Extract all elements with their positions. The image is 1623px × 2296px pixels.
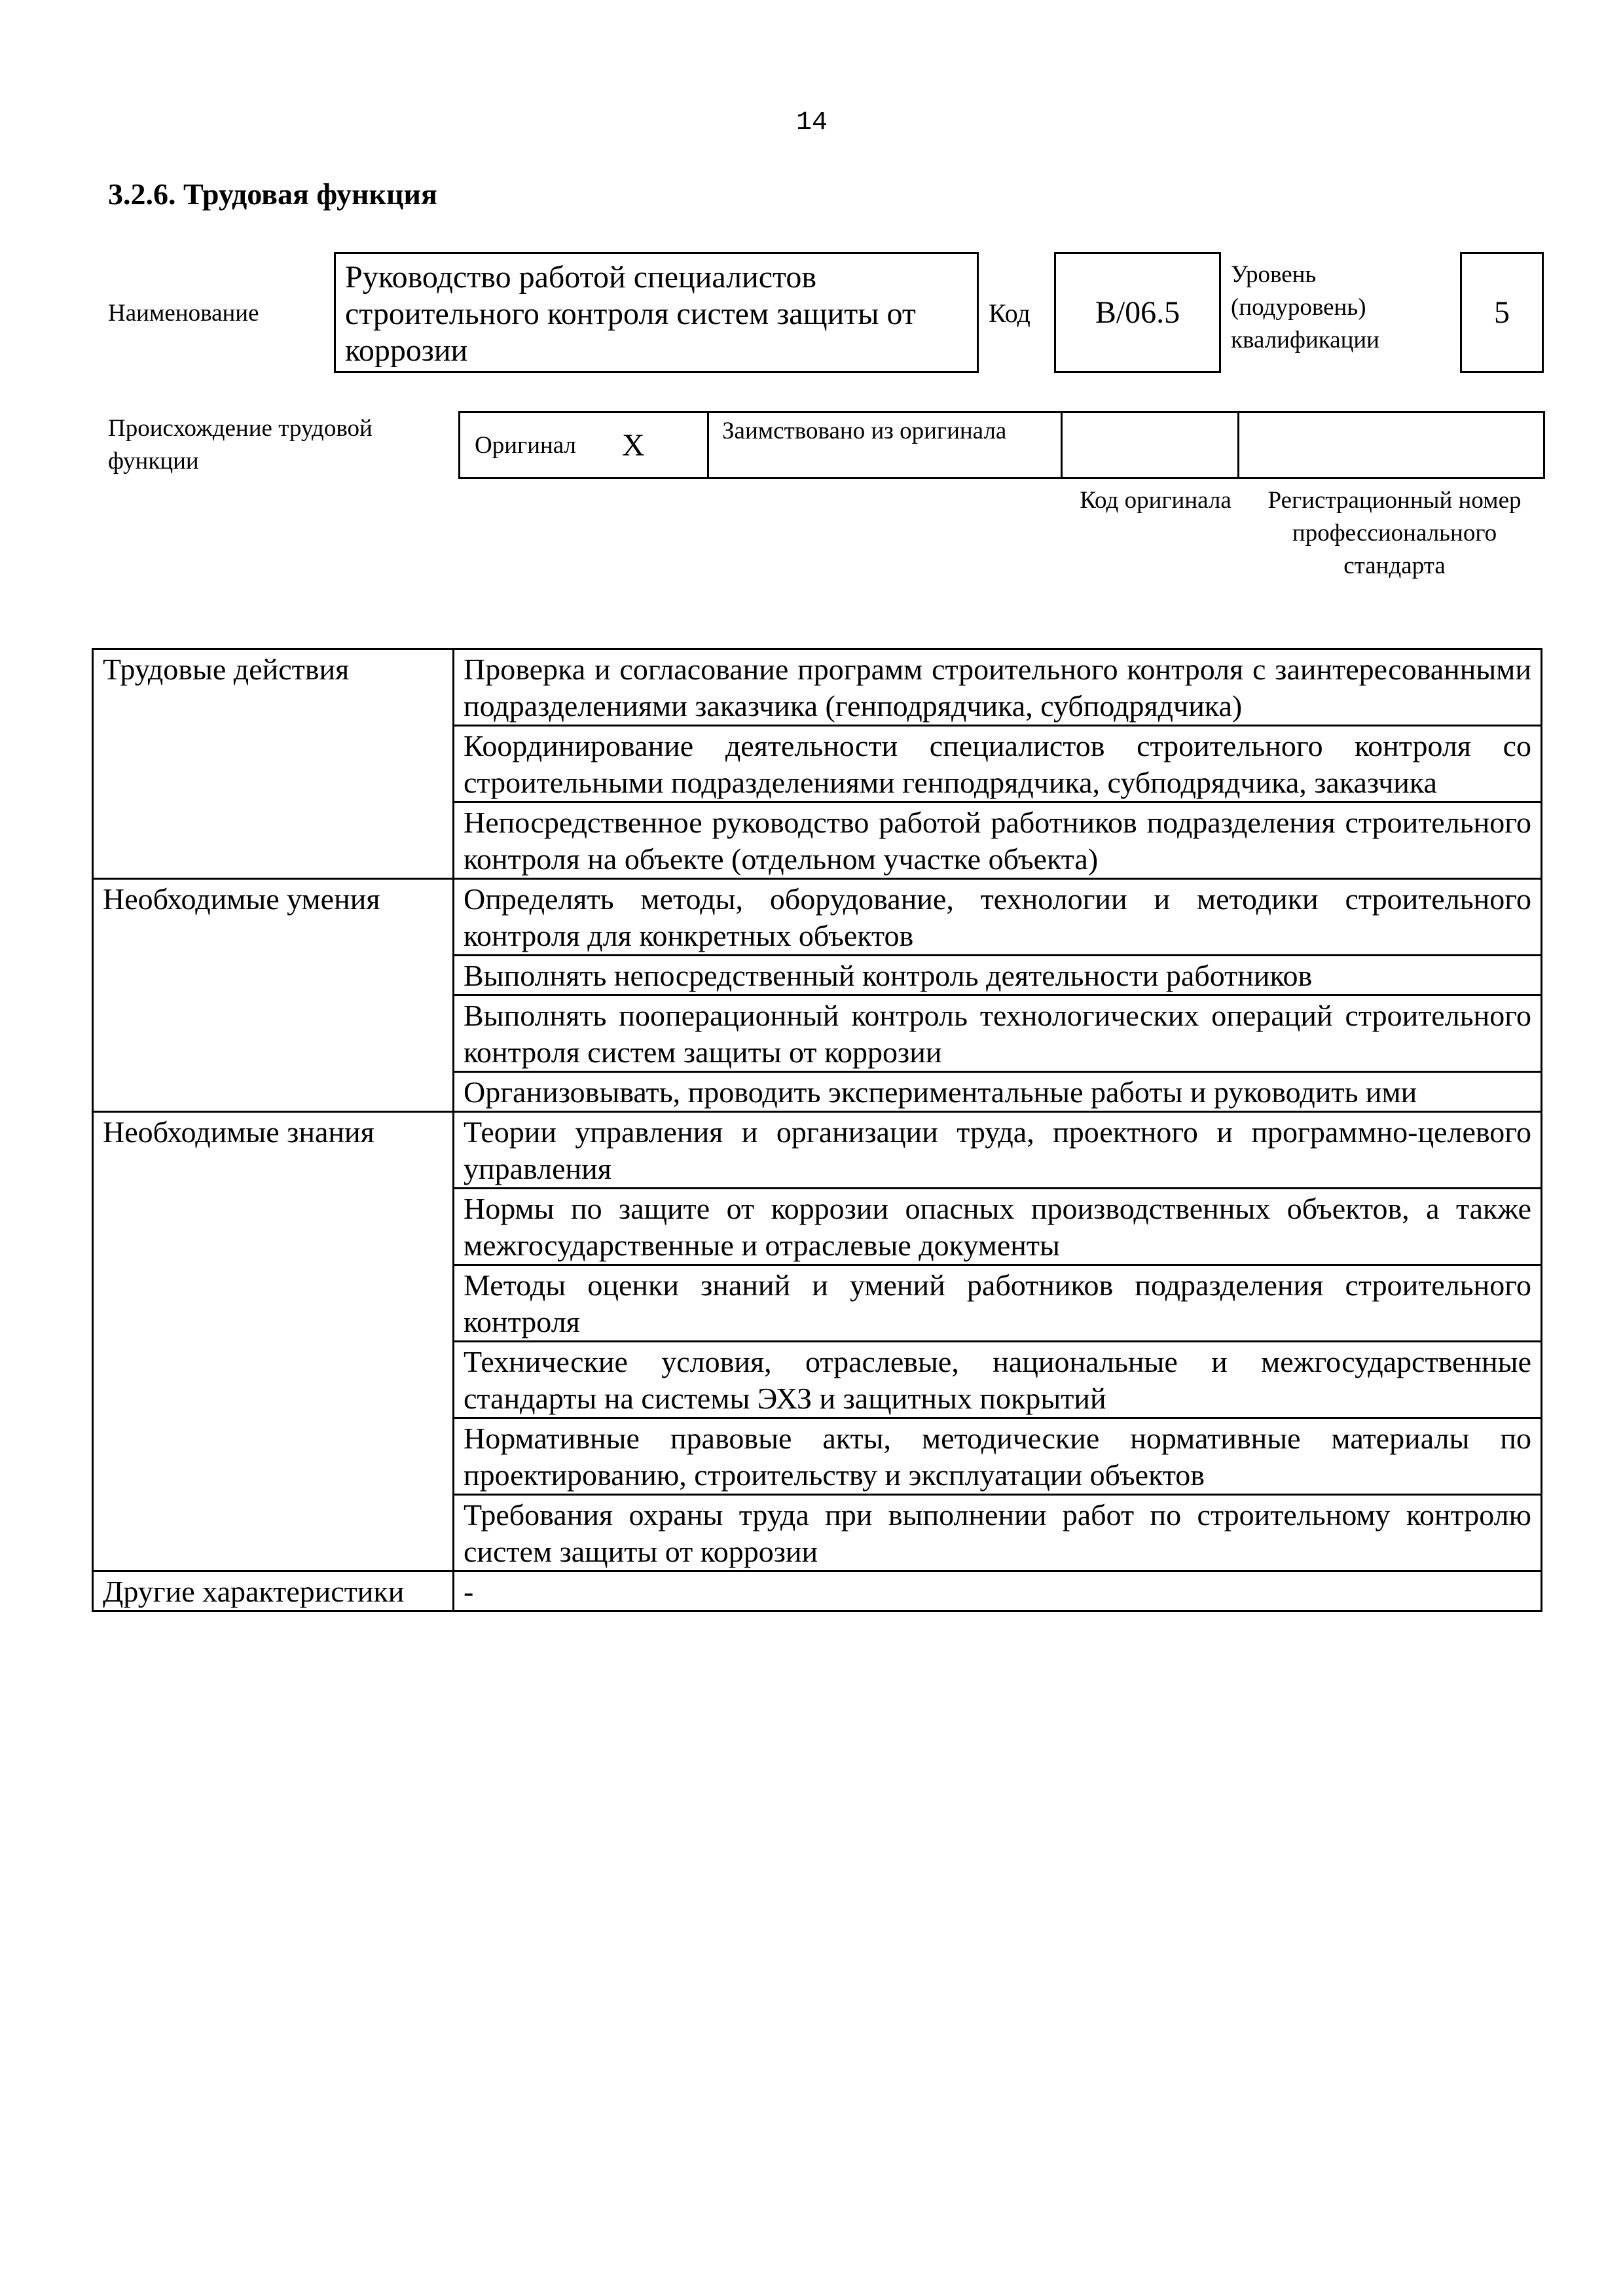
- knowledge-item: Теории управления и организации труда, проектного и программно-целевого управления: [454, 1112, 1542, 1189]
- origin-label: Происхождение трудовой функции: [108, 415, 373, 475]
- other-characteristics-label: Другие характеристики: [93, 1571, 454, 1611]
- labor-action-item: Координирование деятельности специалистов строительного контроля со строительными подразделениями генподрядчика, субподрядчика, заказчика: [454, 726, 1542, 802]
- knowledge-label: Необходимые знания: [93, 1112, 454, 1571]
- name-label: Наименование: [108, 300, 259, 327]
- labor-action-item: Проверка и согласование программ строительного контроля с заинтересованными подразделениями заказчика (генподрядчика, субподрядчика): [454, 649, 1542, 726]
- table-row: [93, 649, 1542, 726]
- original-label: Оригинал: [475, 431, 577, 459]
- knowledge-item: Нормативные правовые акты, методические нормативные материалы по проектированию, строительству и эксплуатации объектов: [454, 1418, 1542, 1495]
- knowledge-item: Методы оценки знаний и умений работников подразделения строительного контроля: [454, 1265, 1542, 1342]
- labor-action-item: Непосредственное руководство работой работников подразделения строительного контроля на объекте (отдельном участке объекта): [454, 802, 1542, 879]
- page-number: 14: [795, 108, 828, 137]
- original-mark: X: [622, 427, 645, 463]
- origin-row: [458, 411, 1545, 479]
- qualification-level-label: Уровень (подуровень) квалификации: [1231, 261, 1379, 353]
- other-characteristics-value: -: [454, 1571, 1542, 1611]
- code-label: Код: [989, 298, 1030, 328]
- skill-item: Выполнять непосредственный контроль деятельности работников: [454, 956, 1542, 996]
- knowledge-item: Технические условия, отраслевые, национальные и межгосударственные стандарты на системы ЭХЗ и защитных покрытий: [454, 1342, 1542, 1418]
- registration-number-cell: [1239, 413, 1543, 477]
- knowledge-item: Нормы по защите от коррозии опасных производственных объектов, а также межгосударственные и отраслевые документы: [454, 1189, 1542, 1265]
- table-row: [93, 1571, 1542, 1611]
- original-code-cell: [1063, 413, 1239, 477]
- table-row: [93, 1112, 1542, 1189]
- borrowed-label: Заимствовано из оригинала: [709, 413, 1063, 477]
- table-row: [93, 879, 1542, 956]
- section-title: 3.2.6. Трудовая функция: [108, 177, 437, 211]
- skills-label: Необходимые умения: [93, 879, 454, 1112]
- code-value-box: B/06.5: [1054, 252, 1221, 373]
- original-code-caption: Код оригинала: [1080, 487, 1231, 514]
- original-cell: [460, 413, 709, 477]
- skill-item: Выполнять пооперационный контроль технологических операций строительного контроля систем защиты от коррозии: [454, 996, 1542, 1072]
- function-name-box: Руководство работой специалистов строительного контроля систем защиты от коррозии: [334, 252, 979, 373]
- qualification-level-box: 5: [1460, 252, 1544, 373]
- registration-number-caption: Регистрационный номер профессионального стандарта: [1267, 487, 1522, 579]
- skill-item: Организовывать, проводить экспериментальные работы и руководить ими: [454, 1072, 1542, 1112]
- knowledge-item: Требования охраны труда при выполнении работ по строительному контролю систем защиты от коррозии: [454, 1495, 1542, 1571]
- skill-item: Определять методы, оборудование, технологии и методики строительного контроля для конкретных объектов: [454, 879, 1542, 956]
- labor-actions-label: Трудовые действия: [93, 649, 454, 879]
- function-details-table: [92, 648, 1542, 1612]
